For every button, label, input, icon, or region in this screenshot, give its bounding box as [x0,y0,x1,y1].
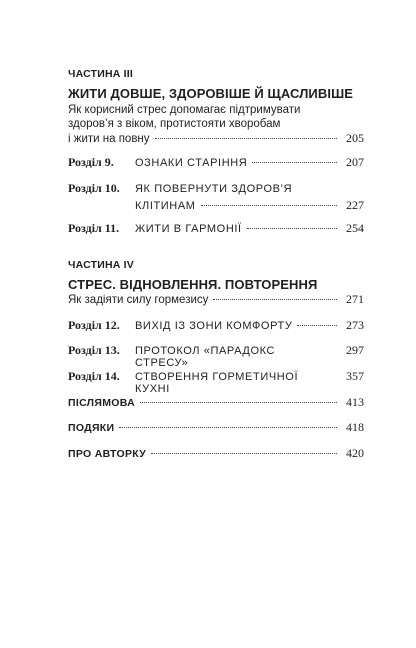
afterword-title: ПІСЛЯМОВА [68,397,135,409]
page-number: 205 [346,131,364,145]
part-3-intro-line-3: і жити на повну [68,133,150,145]
page-number: 254 [346,221,364,235]
chapter-label: Розділ 9. [68,155,114,169]
page-number: 413 [346,395,364,409]
page-number: 297 [346,343,364,357]
page-number: 420 [346,446,364,460]
about-author-title: ПРО АВТОРКУ [68,448,147,460]
dot-leader [151,453,337,454]
chapter-label: Розділ 10. [68,181,120,195]
chapter-title-continued: КЛІТИНАМ [135,200,196,212]
page-number: 357 [346,369,364,383]
page-number: 207 [346,155,364,169]
chapter-11-entry[interactable] [68,221,364,236]
chapter-title: ЖИТИ В ГАРМОНІЇ [135,223,242,235]
dot-leader [213,299,337,300]
part-3-intro-line-1: Як корисний стрес допомагає підтримувати [68,104,301,116]
chapter-title: ОЗНАКИ СТАРІННЯ [135,157,248,169]
dot-leader [140,402,337,403]
part-4-label: ЧАСТИНА IV [68,259,134,271]
page-number: 227 [346,198,364,212]
chapter-title: ЯК ПОВЕРНУТИ ЗДОРОВ’Я [135,183,293,195]
part-4-title: СТРЕС. ВІДНОВЛЕННЯ. ПОВТОРЕННЯ [68,277,318,292]
chapter-14-entry[interactable] [68,369,364,395]
chapter-title: СТВОРЕННЯ ГОРМЕТИЧНОЇ КУХНІ [135,371,299,395]
dot-leader [155,138,337,139]
page-number: 273 [346,318,364,332]
part-3-intro-line-2: здоров’я з віком, протистояти хворобам [68,118,281,130]
chapter-12-entry[interactable] [68,318,364,333]
chapter-13-entry[interactable] [68,343,364,369]
about-author-entry[interactable] [68,446,364,461]
chapter-label: Розділ 14. [68,369,120,383]
chapter-title: ПРОТОКОЛ «ПАРАДОКС СТРЕСУ» [135,345,276,369]
chapter-label: Розділ 11. [68,221,120,235]
acknowledgements-title: ПОДЯКИ [68,422,115,434]
part-3-title: ЖИТИ ДОВШЕ, ЗДОРОВІШЕ Й ЩАСЛИВІШЕ [68,86,354,101]
part-3-intro-entry[interactable] [68,103,364,146]
dot-leader [297,325,337,326]
acknowledgements-entry[interactable] [68,420,364,435]
page-number: 418 [346,420,364,434]
part-4-intro: Як задіяти силу гормезису [68,294,209,306]
page-number: 271 [346,292,364,306]
afterword-entry[interactable] [68,395,364,410]
part-4-intro-entry[interactable] [68,292,364,307]
chapter-label: Розділ 13. [68,343,120,357]
dot-leader [247,228,337,229]
dot-leader [119,427,337,428]
chapter-label: Розділ 12. [68,318,120,332]
part-3-label: ЧАСТИНА III [68,68,134,80]
dot-leader [252,162,337,163]
dot-leader [201,205,337,206]
chapter-title: ВИХІД ІЗ ЗОНИ КОМФОРТУ [135,320,293,332]
chapter-10-entry[interactable] [68,181,364,213]
chapter-9-entry[interactable] [68,155,364,170]
